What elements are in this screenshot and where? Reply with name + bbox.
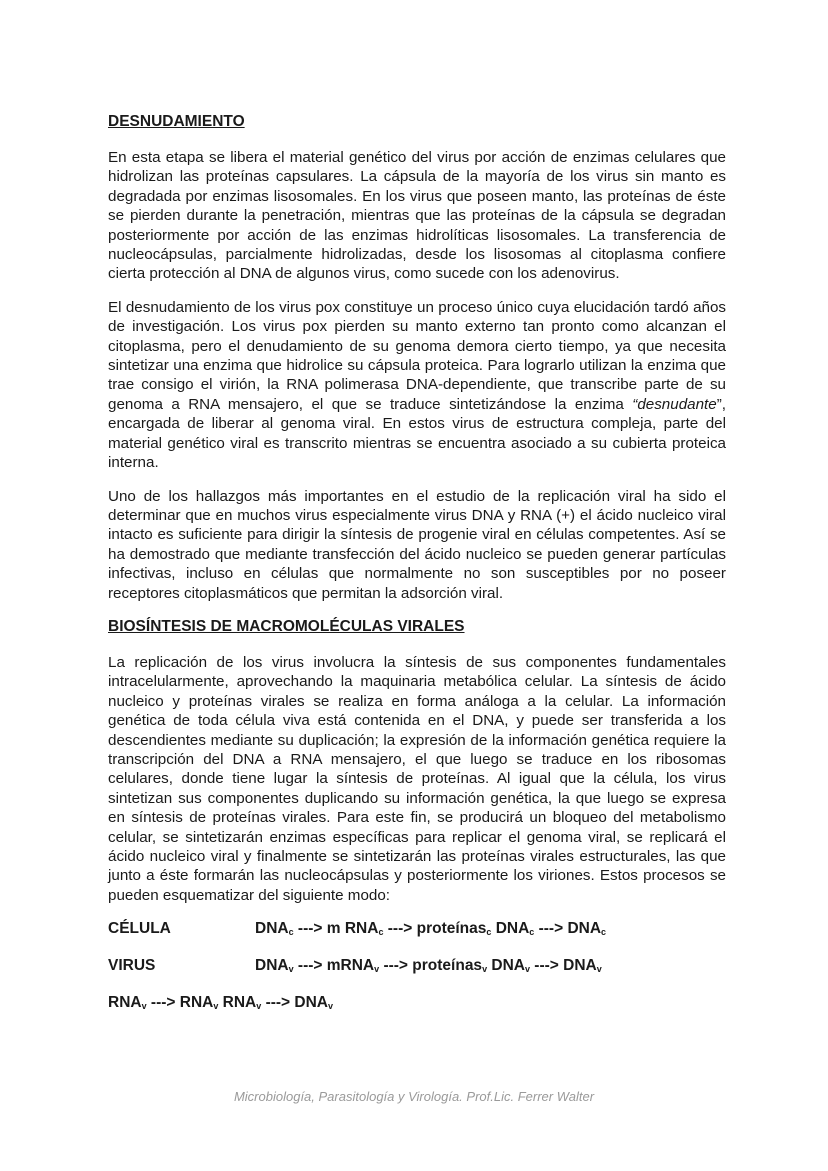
- paragraph: Uno de los hallazgos más importantes en el estudio de la replicación viral ha sido el determinar que en muchos virus especialmente virus DNA y RNA (+) el ácido nucleico viral intacto es suficiente para dirigir la síntesis de progenie viral en células competentes. Así se ha demostrado que mediante transfección del ácido nucleico se pueden generar partículas infectivas, incluso en células que normalmente no son susceptibles por no poseer receptores citoplasmáticos que permitan la adsorción viral.: [108, 487, 726, 602]
- paragraph: La replicación de los virus involucra la síntesis de sus componentes fundamentales intracelularmente, aprovechando la maquinaria metabólica celular. La síntesis de ácido nucleico y proteínas virales se realiza en forma análoga a la celular. La información genética de toda célula viva está contenida en el DNA, y puede ser transferida a los descendientes mediante su duplicación; la expresión de la información genética requiere la transcripción del DNA a RNA mensajero, el que luego se traduce en los ribosomas celulares, donde tiene lugar la síntesis de proteínas. Al igual que la célula, los virus sintetizan sus componentes duplicando su información genética, la que luego se expresa en síntesis de proteínas virales. Para este fin, se producirá un bloqueo del metabolismo celular, se sintetizarán enzimas específicas para replicar el genoma viral, se replicará el ácido nucleico viral y finalmente se sintetizarán las proteínas virales estructurales, las que junto a éste formarán las nucleocápsulas y posteriormente los viriones. Estos procesos se pueden esquematizar del siguiente modo:: [108, 653, 726, 904]
- section-heading-biosintesis: BIOSÍNTESIS DE MACROMOLÉCULAS VIRALES: [108, 617, 465, 635]
- paragraph: En esta etapa se libera el material genético del virus por acción de enzimas celulares que hidrolizan las proteínas capsulares. La cápsula de la mayoría de los virus sin manto es degradada por enzimas lisosomales. En los virus que poseen manto, las proteínas de éste se pierden durante la penetración, mientras que las proteínas de la cápsula se degradan posteriormente por acción de las enzimas hidrolíticas lisosomales. La transferencia de nucleocápsulas, parcialmente hidrolizadas, desde los lisosomas al citoplasma confiere cierta protección al DNA de algunos virus, como sucede con los adenovirus.: [108, 149, 726, 283]
- document-page: [108, 112, 726, 1030]
- page-footer: Microbiología, Parasitología y Virología. Prof.Lic. Ferrer Walter: [233, 1089, 595, 1104]
- scheme-virus: [108, 956, 726, 979]
- section-heading-desnudamiento: DESNUDAMIENTO: [108, 113, 245, 130]
- scheme-expression: $RNA_v$ ---> $RNA_v$ $RNA_v$ ---> $DNA_v$: [108, 994, 334, 1012]
- emphasized-term: “desnudante: [632, 395, 717, 413]
- scheme-label: VIRUS: [108, 957, 156, 975]
- scheme-label: CÉLULA: [108, 920, 171, 938]
- scheme-expression: $DNA_v$ ---> mRNA$_v$ ---> proteínas$_v$ $DNA_v$ ---> $DNA_v$: [255, 957, 602, 975]
- scheme-expression: $DNA_c$ ---> m $RNA_c$ ---> proteínas$_c$ $DNA_c$ ---> $DNA_c$: [255, 920, 607, 938]
- scheme-celula: [108, 919, 726, 942]
- scheme-rna: [108, 993, 726, 1016]
- paragraph-pox: El desnudamiento de los virus pox constituye un proceso único cuya elucidación tardó años de investigación. Los virus pox pierden su manto externo tan pronto como alcanzan el citoplasma, pero el denudamiento de su genoma demora cierto tiempo, ya que necesita sintetizar una enzima que hidrolice su cápsula proteica. Para lograrlo utilizan la enzima que trae consigo el virión, la RNA polimerasa DNA-dependiente, que transcribe parte de su genoma a RNA mensajero, el que se traduce sintetizándose la enzima “desnudante”, encargada de liberar al genoma viral. En estos virus de estructura compleja, parte del material genético viral es transcrito mientras se encuentra asociado a su cubierta proteica interna.: [108, 298, 726, 472]
